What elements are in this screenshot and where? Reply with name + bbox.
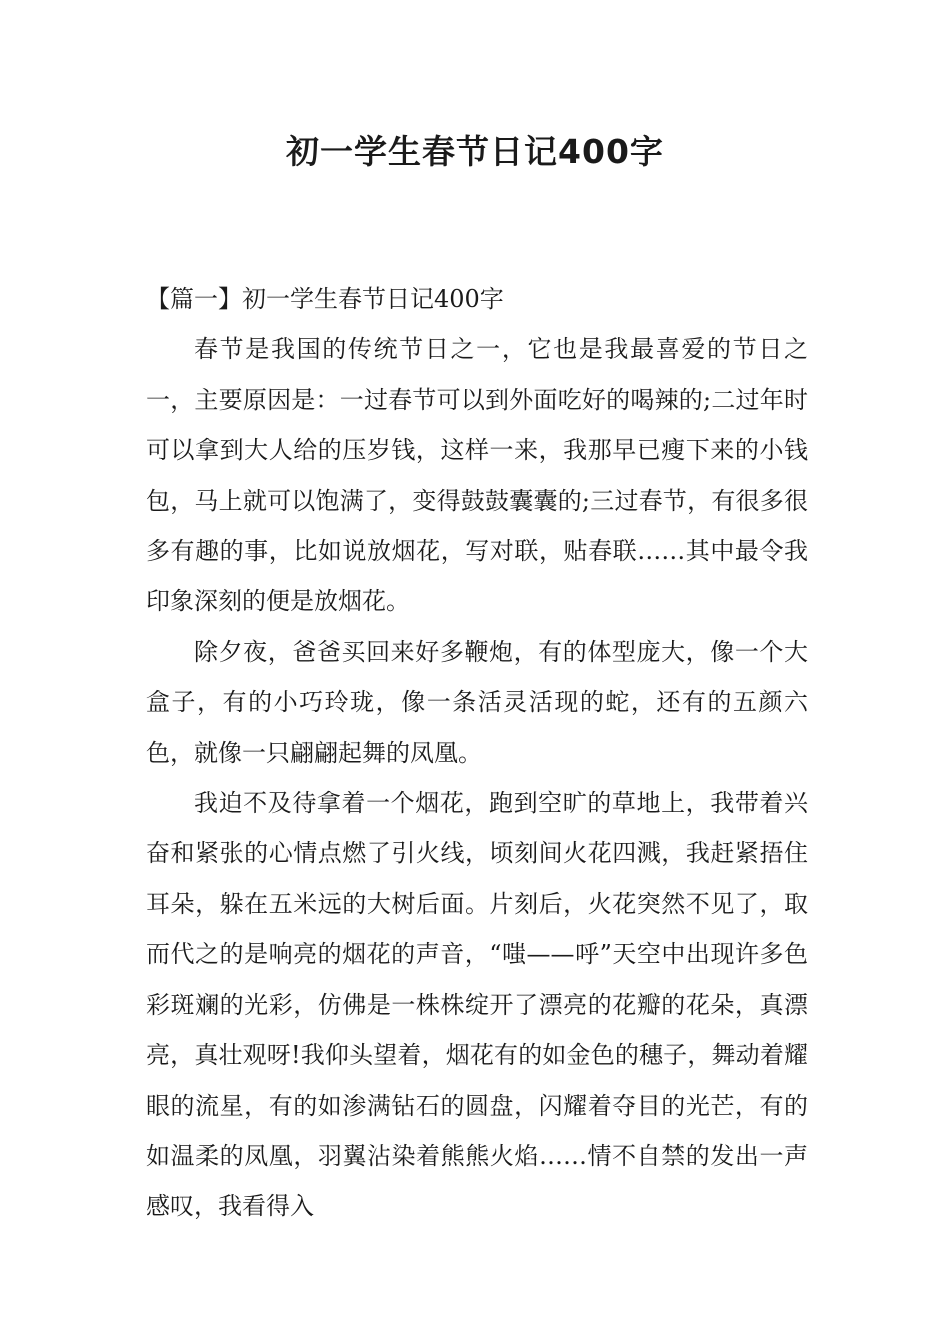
paragraph-1: 春节是我国的传统节日之一，它也是我最喜爱的节日之一，主要原因是：一过春节可以到外面吃好的喝辣的;二过年时可以拿到大人给的压岁钱，这样一来，我那早已瘦下来的小钱包，马上就可以饱满了，变得鼓鼓囊囊的;三过春节，有很多很多有趣的事，比如说放烟花，写对联，贴春联……其中最令我印象深刻的便是放烟花。 (146, 335, 808, 616)
paragraph-3: 我迫不及待拿着一个烟花，跑到空旷的草地上，我带着兴奋和紧张的心情点燃了引火线，顷刻间火花四溅，我赶紧捂住耳朵，躲在五米远的大树后面。片刻后，火花突然不见了，取而代之的是响亮的烟花的声音，“嗤——呼”天空中出现许多色彩斑斓的光彩，仿佛是一株株绽开了漂亮的花瓣的花朵，真漂亮，真壮观呀!我仰头望着，烟花有的如金色的穗子，舞动着耀眼的流星，有的如渗满钻石的圆盘，闪耀着夺目的光芒，有的如温柔的凤凰，羽翼沾染着熊熊火焰……情不自禁的发出一声感叹，我看得入 (146, 789, 808, 1221)
document-body (146, 274, 808, 1232)
document-title: 初一学生春节日记400字 (286, 132, 664, 171)
paragraph-2: 除夕夜，爸爸买回来好多鞭炮，有的体型庞大，像一个大盒子，有的小巧玲珑，像一条活灵活现的蛇，还有的五颜六色，就像一只翩翩起舞的凤凰。 (146, 637, 808, 767)
section-heading: 【篇一】初一学生春节日记400字 (146, 285, 504, 313)
